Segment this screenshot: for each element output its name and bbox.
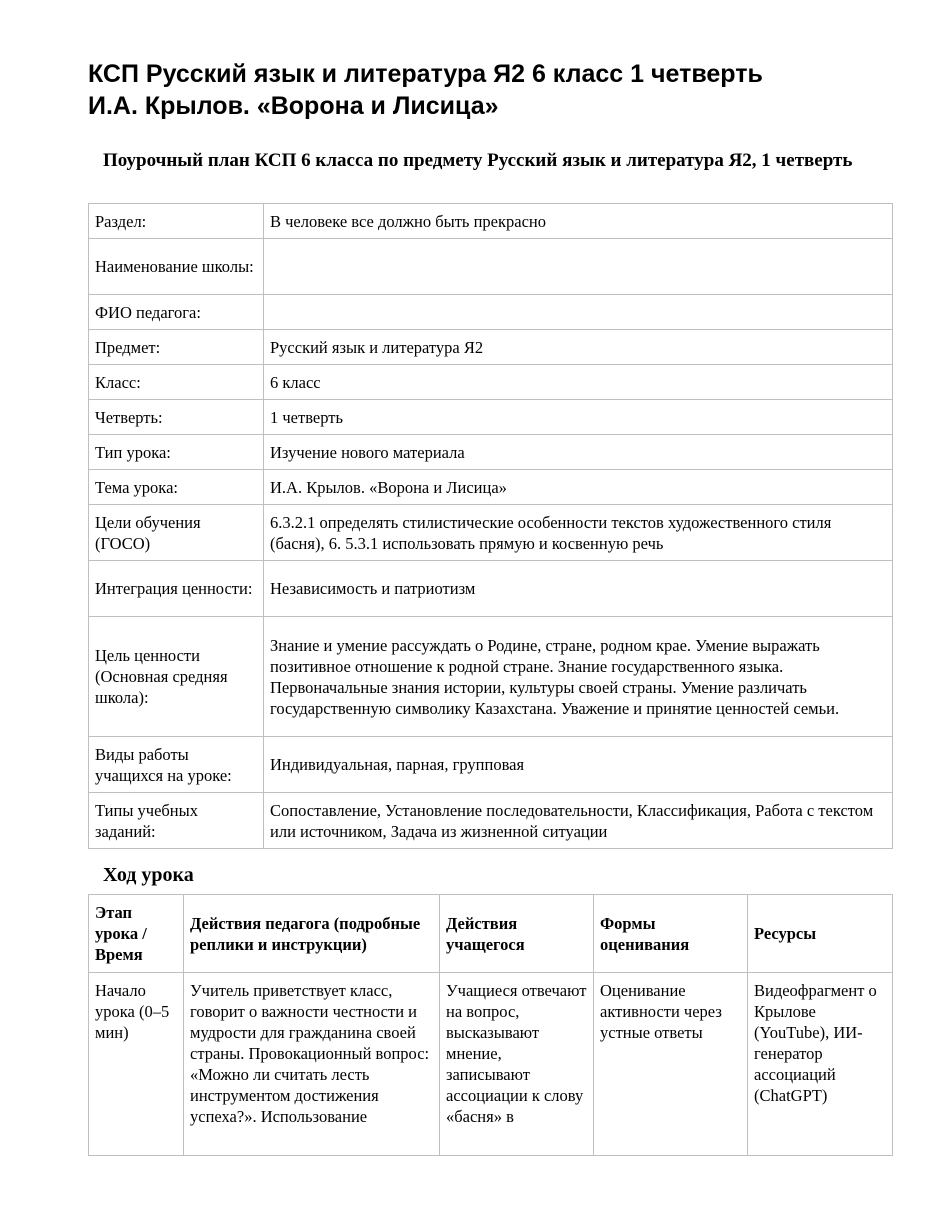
table-row xyxy=(89,330,893,365)
row-value: Изучение нового материала xyxy=(264,435,893,470)
cell-teacher-text: Учитель приветствует класс, говорит о важности честности и мудрости для гражданина своей страны. Провокационный вопрос: «Можно ли считать лесть инструментом достижения успеха?». Использование xyxy=(190,981,430,1126)
row-value: И.А. Крылов. «Ворона и Лисица» xyxy=(264,470,893,505)
row-value: Русский язык и литература Я2 xyxy=(264,330,893,365)
cell-stage-text: Начало урока (0–5 мин) xyxy=(95,981,170,1042)
table-row xyxy=(89,561,893,617)
table-row xyxy=(89,973,893,1156)
document-title-line2: И.А. Крылов. «Ворона и Лисица» xyxy=(88,92,499,120)
table-row xyxy=(89,737,893,793)
row-label: Предмет: xyxy=(89,330,264,365)
column-header-teacher: Действия педагога (подробные реплики и инструкции) xyxy=(184,895,440,973)
row-value: Независимость и патриотизм xyxy=(264,561,893,617)
row-label: Наименование школы: xyxy=(89,239,264,295)
column-header-assessment: Формы оценивания xyxy=(594,895,748,973)
row-label: Тема урока: xyxy=(89,470,264,505)
row-label: Цель ценности (Основная средняя школа): xyxy=(89,617,264,737)
table-row xyxy=(89,435,893,470)
row-label: Четверть: xyxy=(89,400,264,435)
row-label: Типы учебных заданий: xyxy=(89,793,264,849)
cell-assessment-text: Оценивание активности через устные ответы xyxy=(600,981,722,1042)
column-header-student: Действия учащегося xyxy=(440,895,594,973)
row-label: Цели обучения (ГОСО) xyxy=(89,505,264,561)
row-value xyxy=(264,295,893,330)
cell-student xyxy=(440,973,594,1156)
cell-teacher xyxy=(184,973,440,1156)
plan-subtitle: Поурочный план КСП 6 класса по предмету Русский язык и литература Я2, 1 четверть xyxy=(103,150,853,171)
table-row xyxy=(89,295,893,330)
cell-assessment xyxy=(594,973,748,1156)
row-label: Тип урока: xyxy=(89,435,264,470)
cell-resources xyxy=(748,973,893,1156)
cell-stage xyxy=(89,973,184,1156)
table-row xyxy=(89,365,893,400)
row-label: ФИО педагога: xyxy=(89,295,264,330)
lesson-progress-table xyxy=(88,894,893,1156)
document-title xyxy=(88,58,888,122)
cell-resources-text: Видеофрагмент о Крылове (YouTube), ИИ-генератор ассоциаций (ChatGPT) xyxy=(754,981,877,1105)
table-row xyxy=(89,470,893,505)
column-header-stage: Этап урока / Время xyxy=(89,895,184,973)
row-label: Интеграция ценности: xyxy=(89,561,264,617)
table-row xyxy=(89,239,893,295)
row-label: Класс: xyxy=(89,365,264,400)
column-header-resources: Ресурсы xyxy=(748,895,893,973)
row-value: В человеке все должно быть прекрасно xyxy=(264,204,893,239)
document-title-line1: КСП Русский язык и литература Я2 6 класс 1 четверть xyxy=(88,60,763,88)
table-row xyxy=(89,204,893,239)
row-value: 6 класс xyxy=(264,365,893,400)
table-row xyxy=(89,793,893,849)
cell-student-text: Учащиеся отвечают на вопрос, высказывают мнение, записывают ассоциации к слову «басня» в xyxy=(446,981,587,1126)
table-row xyxy=(89,505,893,561)
row-value: Индивидуальная, парная, групповая xyxy=(264,737,893,793)
row-value: 6.3.2.1 определять стилистические особенности текстов художественного стиля (басня), 6. 5.3.1 использовать прямую и косвенную речь xyxy=(264,505,893,561)
row-value xyxy=(264,239,893,295)
row-value: Сопоставление, Установление последовательности, Классификация, Работа с текстом или источником, Задача из жизненной ситуации xyxy=(264,793,893,849)
table-row xyxy=(89,617,893,737)
row-value: 1 четверть xyxy=(264,400,893,435)
lesson-progress-title: Ход урока xyxy=(103,864,194,886)
lesson-info-table xyxy=(88,203,893,849)
table-header-row xyxy=(89,895,893,973)
table-row xyxy=(89,400,893,435)
row-label: Виды работы учащихся на уроке: xyxy=(89,737,264,793)
row-label: Раздел: xyxy=(89,204,264,239)
row-value: Знание и умение рассуждать о Родине, стране, родном крае. Умение выражать позитивное отношение к родной стране. Знание государственного языка. Первоначальные знания истории, культуры своей страны. Умение различать государственную символику Казахстана. Уважение и принятие ценностей семьи. xyxy=(264,617,893,737)
